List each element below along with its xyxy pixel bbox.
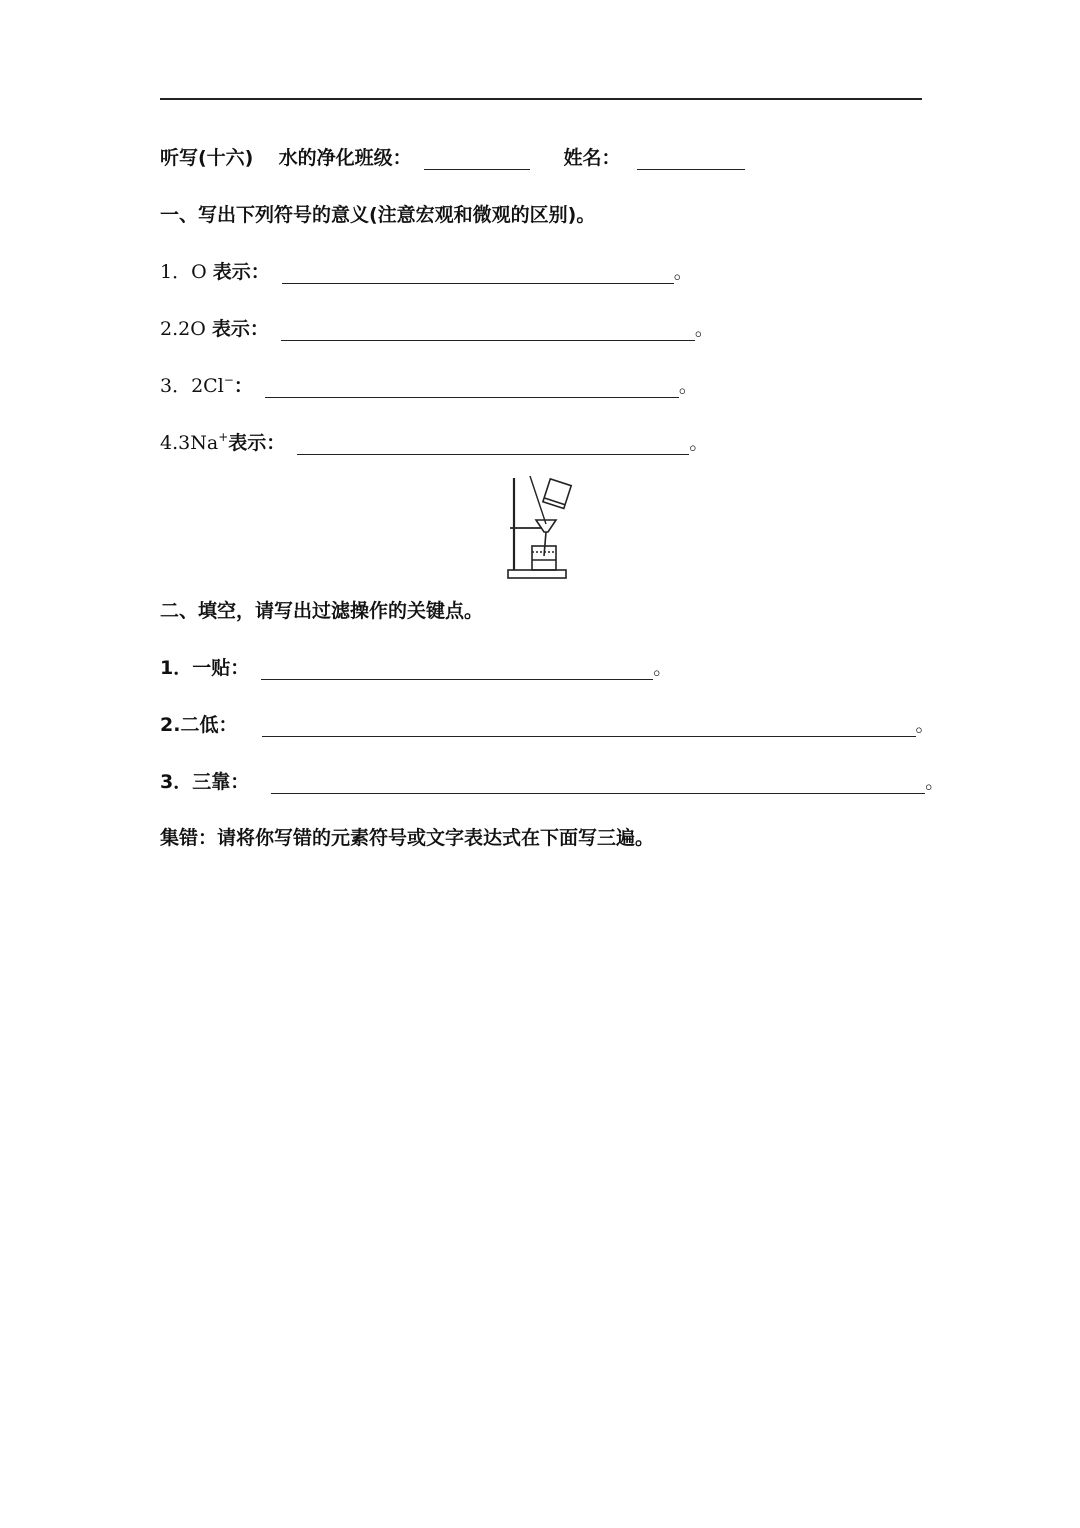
item-number: 1． bbox=[160, 261, 192, 283]
worksheet-header bbox=[160, 146, 745, 170]
answer-field-1-2[interactable] bbox=[281, 322, 695, 341]
period: 。 bbox=[653, 657, 673, 679]
item-symbol: 3Na bbox=[178, 432, 219, 454]
item-symbol: 2Cl bbox=[191, 375, 224, 397]
top-rule bbox=[160, 98, 922, 100]
answer-field-2-2[interactable] bbox=[262, 718, 916, 737]
item-symbol: 2O bbox=[178, 318, 206, 340]
item-label: 1．一贴： bbox=[160, 657, 250, 679]
section1-heading: 一、写出下列符号的意义(注意宏观和微观的区别)。 bbox=[160, 204, 596, 226]
period: 。 bbox=[689, 432, 709, 454]
page-subtitle: 水的净化 bbox=[278, 147, 355, 169]
period: 。 bbox=[915, 714, 935, 736]
period: 。 bbox=[694, 318, 714, 340]
section2-heading: 二、填空，请写出过滤操作的关键点。 bbox=[160, 600, 484, 622]
class-field[interactable] bbox=[424, 151, 530, 170]
answer-field-2-3[interactable] bbox=[271, 775, 925, 794]
filtration-apparatus-icon bbox=[500, 472, 580, 584]
item-symbol: O bbox=[191, 261, 207, 283]
item-label: 2.二低： bbox=[160, 714, 238, 736]
class-label: 班级： bbox=[354, 147, 412, 169]
item-number: 3． bbox=[160, 375, 192, 397]
item-label: 表示： bbox=[211, 318, 269, 340]
name-field[interactable] bbox=[637, 151, 745, 170]
item-label: 表示： bbox=[228, 432, 286, 454]
section1-item-1 bbox=[160, 260, 693, 284]
section2-item-1 bbox=[160, 656, 672, 680]
pouring-beaker bbox=[543, 479, 571, 509]
section1-item-4 bbox=[160, 431, 708, 455]
section2-item-2 bbox=[160, 713, 935, 737]
item-number: 4. bbox=[160, 432, 179, 454]
answer-field-1-1[interactable] bbox=[282, 265, 674, 284]
period: 。 bbox=[673, 261, 693, 283]
name-label: 姓名： bbox=[563, 147, 621, 169]
section1-item-2 bbox=[160, 317, 714, 341]
item-label: 3．三靠： bbox=[160, 771, 250, 793]
item-label: 表示： bbox=[212, 261, 270, 283]
charge-superscript: + bbox=[218, 430, 229, 444]
charge-superscript: − bbox=[223, 373, 234, 387]
page-title: 听写(十六) bbox=[160, 147, 254, 169]
answer-field-2-1[interactable] bbox=[261, 661, 653, 680]
item-number: 2. bbox=[160, 318, 179, 340]
item-label: ： bbox=[233, 375, 253, 397]
stand-base bbox=[508, 570, 566, 578]
section2-item-3 bbox=[160, 770, 944, 794]
answer-field-1-3[interactable] bbox=[265, 379, 679, 398]
period: 。 bbox=[678, 375, 698, 397]
answer-field-1-4[interactable] bbox=[297, 436, 689, 455]
period: 。 bbox=[925, 771, 945, 793]
footer-note: 集错：请将你写错的元素符号或文字表达式在下面写三遍。 bbox=[160, 827, 655, 849]
section1-item-3 bbox=[160, 374, 698, 398]
